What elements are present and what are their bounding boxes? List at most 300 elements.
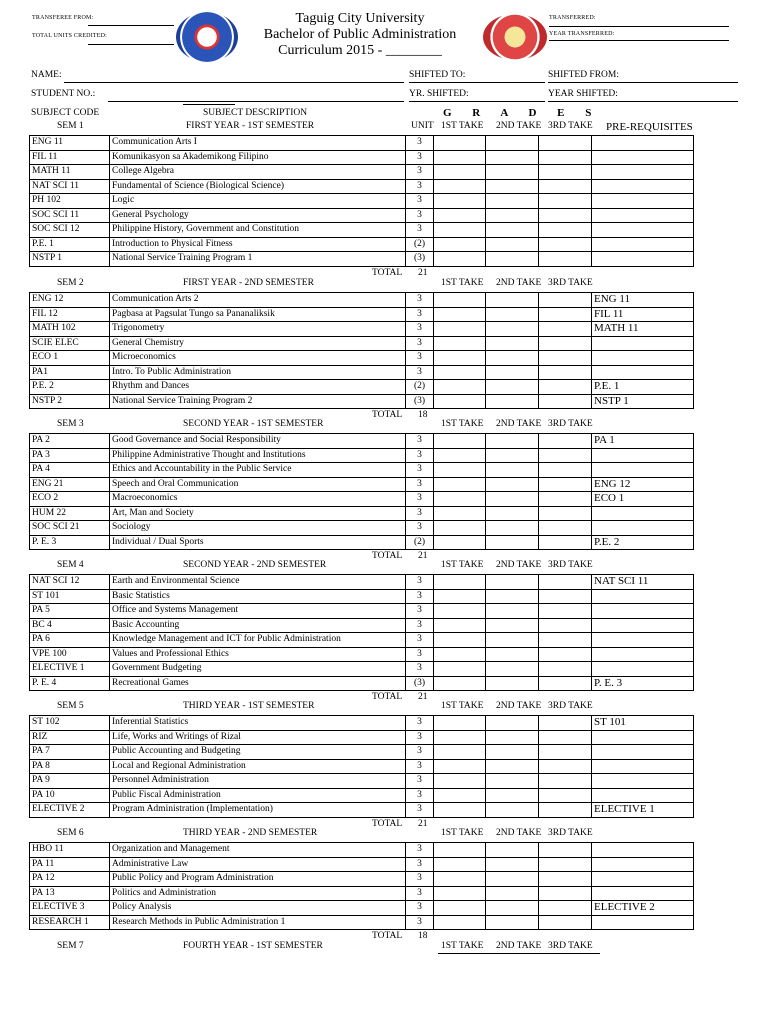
semester-label: SEM 7 <box>57 941 84 951</box>
table-row <box>30 730 694 745</box>
grade-2nd-take-cell[interactable] <box>486 915 539 930</box>
table-row <box>30 365 694 380</box>
grade-1st-take-cell[interactable] <box>434 745 486 760</box>
semester-title: SECOND YEAR - 2ND SEMESTER <box>183 560 327 570</box>
prerequisite-cell <box>592 774 694 789</box>
grades-header: G R A D E S <box>443 107 601 119</box>
prerequisite-cell <box>592 730 694 745</box>
prerequisite-cell <box>592 506 694 521</box>
grade-1st-take-cell[interactable] <box>434 915 486 930</box>
grade-2nd-take-cell[interactable] <box>486 788 539 803</box>
grade-2nd-take-cell[interactable] <box>486 322 539 337</box>
take1-column-header: 1ST TAKE <box>441 828 484 838</box>
grade-2nd-take-cell[interactable] <box>486 604 539 619</box>
prerequisite-cell <box>592 351 694 366</box>
subject-code-cell: PA 11 <box>30 857 110 872</box>
grade-3rd-take-cell[interactable] <box>539 604 592 619</box>
grade-1st-take-cell[interactable] <box>434 322 486 337</box>
unit-cell: 3 <box>406 293 434 308</box>
table-row <box>30 208 694 223</box>
prerequisite-cell <box>592 843 694 858</box>
grade-3rd-take-cell[interactable] <box>539 434 592 449</box>
subject-code-cell: PA 12 <box>30 872 110 887</box>
grade-2nd-take-cell[interactable] <box>486 463 539 478</box>
prerequisite-cell: P.E. 2 <box>592 535 694 550</box>
unit-cell: 3 <box>406 730 434 745</box>
grade-1st-take-cell[interactable] <box>434 208 486 223</box>
grade-3rd-take-cell[interactable] <box>539 336 592 351</box>
total-units: 21 <box>418 818 428 829</box>
student-no-label: STUDENT NO.: <box>31 89 96 99</box>
grade-2nd-take-cell[interactable] <box>486 506 539 521</box>
grade-1st-take-cell[interactable] <box>434 872 486 887</box>
subject-description-cell: Art, Man and Society <box>110 506 406 521</box>
grade-3rd-take-cell[interactable] <box>539 179 592 194</box>
grade-3rd-take-cell[interactable] <box>539 150 592 165</box>
subject-description-cell: Organization and Management <box>110 843 406 858</box>
grade-1st-take-cell[interactable] <box>434 521 486 536</box>
grade-1st-take-cell[interactable] <box>434 759 486 774</box>
grade-2nd-take-cell[interactable] <box>486 194 539 209</box>
grade-2nd-take-cell[interactable] <box>486 237 539 252</box>
grade-2nd-take-cell[interactable] <box>486 872 539 887</box>
grade-1st-take-cell[interactable] <box>434 647 486 662</box>
grade-1st-take-cell[interactable] <box>434 886 486 901</box>
semester-table <box>29 574 694 691</box>
table-row <box>30 618 694 633</box>
grade-1st-take-cell[interactable] <box>434 901 486 916</box>
grade-2nd-take-cell[interactable] <box>486 676 539 691</box>
grade-1st-take-cell[interactable] <box>434 730 486 745</box>
subject-code-cell: ELECTIVE 3 <box>30 901 110 916</box>
subject-code-cell: P. E. 3 <box>30 535 110 550</box>
grade-1st-take-cell[interactable] <box>434 604 486 619</box>
subject-description-cell: Values and Professional Ethics <box>110 647 406 662</box>
subject-description-cell: Communication Arts 2 <box>110 293 406 308</box>
unit-cell: (2) <box>406 535 434 550</box>
grade-3rd-take-cell[interactable] <box>539 843 592 858</box>
grade-2nd-take-cell[interactable] <box>486 223 539 238</box>
prerequisite-cell <box>592 521 694 536</box>
grade-1st-take-cell[interactable] <box>434 150 486 165</box>
table-row <box>30 307 694 322</box>
grade-3rd-take-cell[interactable] <box>539 194 592 209</box>
grade-1st-take-cell[interactable] <box>434 589 486 604</box>
subject-description-cell: Public Policy and Program Administration <box>110 872 406 887</box>
grade-2nd-take-cell[interactable] <box>486 803 539 818</box>
semester-table <box>29 292 694 409</box>
grade-1st-take-cell[interactable] <box>434 293 486 308</box>
unit-cell: 3 <box>406 843 434 858</box>
grade-1st-take-cell[interactable] <box>434 448 486 463</box>
grade-1st-take-cell[interactable] <box>434 618 486 633</box>
subject-description-cell: Introduction to Physical Fitness <box>110 237 406 252</box>
grade-2nd-take-cell[interactable] <box>486 252 539 267</box>
grade-3rd-take-cell[interactable] <box>539 618 592 633</box>
unit-cell: 3 <box>406 351 434 366</box>
grade-3rd-take-cell[interactable] <box>539 463 592 478</box>
grade-3rd-take-cell[interactable] <box>539 506 592 521</box>
subject-code-cell: PA 8 <box>30 759 110 774</box>
year-transferred-line[interactable] <box>549 40 729 41</box>
subject-description-cell: Communication Arts I <box>110 136 406 151</box>
grade-1st-take-cell[interactable] <box>434 336 486 351</box>
prerequisite-cell <box>592 788 694 803</box>
grade-3rd-take-cell[interactable] <box>539 730 592 745</box>
grade-3rd-take-cell[interactable] <box>539 351 592 366</box>
grade-2nd-take-cell[interactable] <box>486 293 539 308</box>
subject-code-cell: PA 6 <box>30 633 110 648</box>
grade-1st-take-cell[interactable] <box>434 463 486 478</box>
grade-3rd-take-cell[interactable] <box>539 716 592 731</box>
subject-code-cell: PA 2 <box>30 434 110 449</box>
semester-header <box>0 941 768 954</box>
student-no-line[interactable] <box>108 101 404 102</box>
transferee-from-line[interactable] <box>88 25 174 26</box>
grade-3rd-take-cell[interactable] <box>539 745 592 760</box>
shifted-to-line[interactable] <box>409 82 545 83</box>
take1-column-header: 1ST TAKE <box>441 560 484 570</box>
total-units: 21 <box>418 692 428 702</box>
grade-1st-take-cell[interactable] <box>434 535 486 550</box>
grade-3rd-take-cell[interactable] <box>539 872 592 887</box>
year-shifted-label: YEAR SHIFTED: <box>548 89 618 99</box>
prerequisite-cell <box>592 647 694 662</box>
grade-1st-take-cell[interactable] <box>434 307 486 322</box>
grade-3rd-take-cell[interactable] <box>539 208 592 223</box>
subject-description-cell: Microeconomics <box>110 351 406 366</box>
grade-3rd-take-cell[interactable] <box>539 662 592 677</box>
table-row <box>30 136 694 151</box>
transferred-line[interactable] <box>549 26 729 27</box>
grade-2nd-take-cell[interactable] <box>486 165 539 180</box>
take3-column-header: 3RD TAKE <box>548 701 593 711</box>
grade-3rd-take-cell[interactable] <box>539 136 592 151</box>
grade-1st-take-cell[interactable] <box>434 492 486 507</box>
grade-2nd-take-cell[interactable] <box>486 759 539 774</box>
subject-code-cell: RESEARCH 1 <box>30 915 110 930</box>
grade-2nd-take-cell[interactable] <box>486 307 539 322</box>
semester-table <box>29 135 694 267</box>
grade-1st-take-cell[interactable] <box>434 365 486 380</box>
table-row <box>30 633 694 648</box>
grade-3rd-take-cell[interactable] <box>539 252 592 267</box>
unit-cell: 3 <box>406 477 434 492</box>
subject-description-cell: Politics and Administration <box>110 886 406 901</box>
grade-1st-take-cell[interactable] <box>434 662 486 677</box>
subject-description-cell: Inferential Statistics <box>110 716 406 731</box>
grade-3rd-take-cell[interactable] <box>539 477 592 492</box>
prerequisite-cell <box>592 589 694 604</box>
take1-column-header: 1ST TAKE <box>441 701 484 711</box>
grade-1st-take-cell[interactable] <box>434 506 486 521</box>
grade-3rd-take-cell[interactable] <box>539 803 592 818</box>
total-units-credited-label: TOTAL UNITS CREDITED: <box>32 33 108 39</box>
table-row <box>30 788 694 803</box>
grade-3rd-take-cell[interactable] <box>539 492 592 507</box>
grade-2nd-take-cell[interactable] <box>486 589 539 604</box>
unit-cell: 3 <box>406 434 434 449</box>
prerequisite-cell <box>592 136 694 151</box>
total-label: TOTAL <box>372 818 403 829</box>
grade-2nd-take-cell[interactable] <box>486 448 539 463</box>
table-row <box>30 394 694 409</box>
grade-2nd-take-cell[interactable] <box>486 336 539 351</box>
grade-2nd-take-cell[interactable] <box>486 618 539 633</box>
grade-3rd-take-cell[interactable] <box>539 759 592 774</box>
semester-header <box>0 560 768 573</box>
semester-label: SEM 1 <box>57 121 84 131</box>
total-units-credited-line[interactable] <box>88 44 174 45</box>
total-label: TOTAL <box>372 931 403 941</box>
grade-1st-take-cell[interactable] <box>434 774 486 789</box>
table-row <box>30 901 694 916</box>
grade-3rd-take-cell[interactable] <box>539 223 592 238</box>
prerequisite-cell: MATH 11 <box>592 322 694 337</box>
table-row <box>30 434 694 449</box>
table-row <box>30 165 694 180</box>
grade-3rd-take-cell[interactable] <box>539 676 592 691</box>
grade-3rd-take-cell[interactable] <box>539 857 592 872</box>
unit-cell: 3 <box>406 136 434 151</box>
total-units: 21 <box>418 551 428 561</box>
unit-cell: 3 <box>406 633 434 648</box>
table-row <box>30 477 694 492</box>
grade-3rd-take-cell[interactable] <box>539 293 592 308</box>
take3-column-header: 3RD TAKE <box>548 941 593 951</box>
subject-code-cell: ELECTIVE 1 <box>30 662 110 677</box>
grade-1st-take-cell[interactable] <box>434 676 486 691</box>
grade-2nd-take-cell[interactable] <box>486 380 539 395</box>
grade-2nd-take-cell[interactable] <box>486 179 539 194</box>
prerequisite-cell <box>592 662 694 677</box>
table-row <box>30 194 694 209</box>
semester-header <box>0 701 768 714</box>
grade-2nd-take-cell[interactable] <box>486 857 539 872</box>
unit-cell: 3 <box>406 716 434 731</box>
grade-3rd-take-cell[interactable] <box>539 380 592 395</box>
grade-3rd-take-cell[interactable] <box>539 788 592 803</box>
grade-2nd-take-cell[interactable] <box>486 351 539 366</box>
grade-1st-take-cell[interactable] <box>434 252 486 267</box>
subject-code-cell: SOC SCI 11 <box>30 208 110 223</box>
unit-cell: 3 <box>406 589 434 604</box>
grade-1st-take-cell[interactable] <box>434 477 486 492</box>
prerequisite-cell <box>592 179 694 194</box>
unit-column-header: UNIT <box>411 121 434 131</box>
grade-1st-take-cell[interactable] <box>434 179 486 194</box>
grade-1st-take-cell[interactable] <box>434 165 486 180</box>
semester-header <box>0 278 768 291</box>
grade-3rd-take-cell[interactable] <box>539 394 592 409</box>
unit-cell: 3 <box>406 788 434 803</box>
grade-2nd-take-cell[interactable] <box>486 136 539 151</box>
subject-code-cell: ST 101 <box>30 589 110 604</box>
grade-1st-take-cell[interactable] <box>434 843 486 858</box>
subject-code-cell: PA1 <box>30 365 110 380</box>
grades-header-underline <box>438 953 600 954</box>
grade-1st-take-cell[interactable] <box>434 788 486 803</box>
grade-3rd-take-cell[interactable] <box>539 535 592 550</box>
program-name: Bachelor of Public Administration <box>263 27 457 42</box>
subject-description-cell: Policy Analysis <box>110 901 406 916</box>
unit-cell: 3 <box>406 322 434 337</box>
grade-3rd-take-cell[interactable] <box>539 915 592 930</box>
grade-1st-take-cell[interactable] <box>434 434 486 449</box>
grade-1st-take-cell[interactable] <box>434 194 486 209</box>
grade-3rd-take-cell[interactable] <box>539 647 592 662</box>
subject-code-cell: P. E. 4 <box>30 676 110 691</box>
grade-2nd-take-cell[interactable] <box>486 535 539 550</box>
grade-3rd-take-cell[interactable] <box>539 886 592 901</box>
table-row <box>30 150 694 165</box>
subject-code-cell: BC 4 <box>30 618 110 633</box>
grade-1st-take-cell[interactable] <box>434 380 486 395</box>
table-row <box>30 759 694 774</box>
grade-3rd-take-cell[interactable] <box>539 774 592 789</box>
semester-table <box>29 842 694 930</box>
take2-column-header: 2ND TAKE <box>496 941 542 951</box>
total-units: 18 <box>418 931 428 941</box>
name-line[interactable] <box>64 82 404 83</box>
semester-label: SEM 5 <box>57 701 84 711</box>
year-shifted-line[interactable] <box>548 101 738 102</box>
subject-description-cell: General Chemistry <box>110 336 406 351</box>
grade-1st-take-cell[interactable] <box>434 575 486 590</box>
subject-description-cell: Basic Accounting <box>110 618 406 633</box>
grade-1st-take-cell[interactable] <box>434 803 486 818</box>
grade-2nd-take-cell[interactable] <box>486 521 539 536</box>
grade-2nd-take-cell[interactable] <box>486 647 539 662</box>
subject-code-cell: ENG 21 <box>30 477 110 492</box>
unit-cell: 3 <box>406 901 434 916</box>
unit-cell: 3 <box>406 575 434 590</box>
prerequisite-cell <box>592 604 694 619</box>
grade-2nd-take-cell[interactable] <box>486 886 539 901</box>
yr-shifted-line[interactable] <box>409 101 545 102</box>
shifted-from-line[interactable] <box>548 82 738 83</box>
grade-3rd-take-cell[interactable] <box>539 448 592 463</box>
unit-cell: (3) <box>406 394 434 409</box>
unit-cell: 3 <box>406 448 434 463</box>
grade-2nd-take-cell[interactable] <box>486 843 539 858</box>
grade-3rd-take-cell[interactable] <box>539 165 592 180</box>
grade-2nd-take-cell[interactable] <box>486 365 539 380</box>
grade-3rd-take-cell[interactable] <box>539 322 592 337</box>
grade-1st-take-cell[interactable] <box>434 136 486 151</box>
grade-1st-take-cell[interactable] <box>434 351 486 366</box>
prerequisites-column-header: PRE-REQUISITES <box>606 121 693 133</box>
table-row <box>30 774 694 789</box>
subject-code-cell: ELECTIVE 2 <box>30 803 110 818</box>
grade-2nd-take-cell[interactable] <box>486 208 539 223</box>
subject-description-cell: Philippine Administrative Thought and Institutions <box>110 448 406 463</box>
unit-cell: 3 <box>406 759 434 774</box>
grade-1st-take-cell[interactable] <box>434 857 486 872</box>
subject-description-cell: General Psychology <box>110 208 406 223</box>
grade-2nd-take-cell[interactable] <box>486 716 539 731</box>
unit-cell: 3 <box>406 307 434 322</box>
table-row <box>30 506 694 521</box>
total-units: 21 <box>418 267 428 278</box>
semester-label: SEM 2 <box>57 278 84 288</box>
subject-code-cell: PA 5 <box>30 604 110 619</box>
grade-3rd-take-cell[interactable] <box>539 521 592 536</box>
grade-3rd-take-cell[interactable] <box>539 589 592 604</box>
grade-1st-take-cell[interactable] <box>434 716 486 731</box>
subject-description-cell: Recreational Games <box>110 676 406 691</box>
grade-3rd-take-cell[interactable] <box>539 237 592 252</box>
subject-code-cell: ECO 1 <box>30 351 110 366</box>
table-row <box>30 179 694 194</box>
grade-1st-take-cell[interactable] <box>434 223 486 238</box>
grade-3rd-take-cell[interactable] <box>539 633 592 648</box>
table-row <box>30 886 694 901</box>
grade-2nd-take-cell[interactable] <box>486 745 539 760</box>
table-row <box>30 803 694 818</box>
grade-2nd-take-cell[interactable] <box>486 730 539 745</box>
prerequisite-cell: ELECTIVE 2 <box>592 901 694 916</box>
grade-1st-take-cell[interactable] <box>434 633 486 648</box>
semester-table <box>29 715 694 818</box>
grade-3rd-take-cell[interactable] <box>539 575 592 590</box>
table-row <box>30 237 694 252</box>
grade-2nd-take-cell[interactable] <box>486 633 539 648</box>
subject-description-cell: Public Accounting and Budgeting <box>110 745 406 760</box>
semester-label: SEM 6 <box>57 828 84 838</box>
table-row <box>30 521 694 536</box>
grade-2nd-take-cell[interactable] <box>486 662 539 677</box>
take2-column-header: 2ND TAKE <box>496 121 542 131</box>
semester-title: FIRST YEAR - 2ND SEMESTER <box>183 278 314 288</box>
grade-2nd-take-cell[interactable] <box>486 774 539 789</box>
grade-2nd-take-cell[interactable] <box>486 492 539 507</box>
grade-2nd-take-cell[interactable] <box>486 901 539 916</box>
shifted-from-label: SHIFTED FROM: <box>548 70 619 80</box>
subject-description-cell: College Algebra <box>110 165 406 180</box>
grade-3rd-take-cell[interactable] <box>539 365 592 380</box>
subject-description-cell: Good Governance and Social Responsibility <box>110 434 406 449</box>
grade-3rd-take-cell[interactable] <box>539 307 592 322</box>
table-row <box>30 843 694 858</box>
subject-description-cell: Personnel Administration <box>110 774 406 789</box>
prerequisite-cell: P.E. 1 <box>592 380 694 395</box>
subject-code-cell: FIL 12 <box>30 307 110 322</box>
unit-cell: 3 <box>406 618 434 633</box>
subject-description-header: SUBJECT DESCRIPTION <box>203 108 308 118</box>
take2-column-header: 2ND TAKE <box>496 278 542 288</box>
table-row <box>30 915 694 930</box>
grade-2nd-take-cell[interactable] <box>486 394 539 409</box>
semester-header <box>0 828 768 841</box>
grade-3rd-take-cell[interactable] <box>539 901 592 916</box>
grade-2nd-take-cell[interactable] <box>486 575 539 590</box>
grade-2nd-take-cell[interactable] <box>486 150 539 165</box>
grade-2nd-take-cell[interactable] <box>486 434 539 449</box>
subject-description-cell: Speech and Oral Communication <box>110 477 406 492</box>
grade-1st-take-cell[interactable] <box>434 237 486 252</box>
table-row <box>30 351 694 366</box>
subject-code-cell: P.E. 2 <box>30 380 110 395</box>
unit-cell: 3 <box>406 194 434 209</box>
table-row <box>30 857 694 872</box>
unit-cell: 3 <box>406 365 434 380</box>
grade-2nd-take-cell[interactable] <box>486 477 539 492</box>
subject-description-cell: Local and Regional Administration <box>110 759 406 774</box>
unit-cell: 3 <box>406 604 434 619</box>
unit-cell: 3 <box>406 521 434 536</box>
grade-1st-take-cell[interactable] <box>434 394 486 409</box>
